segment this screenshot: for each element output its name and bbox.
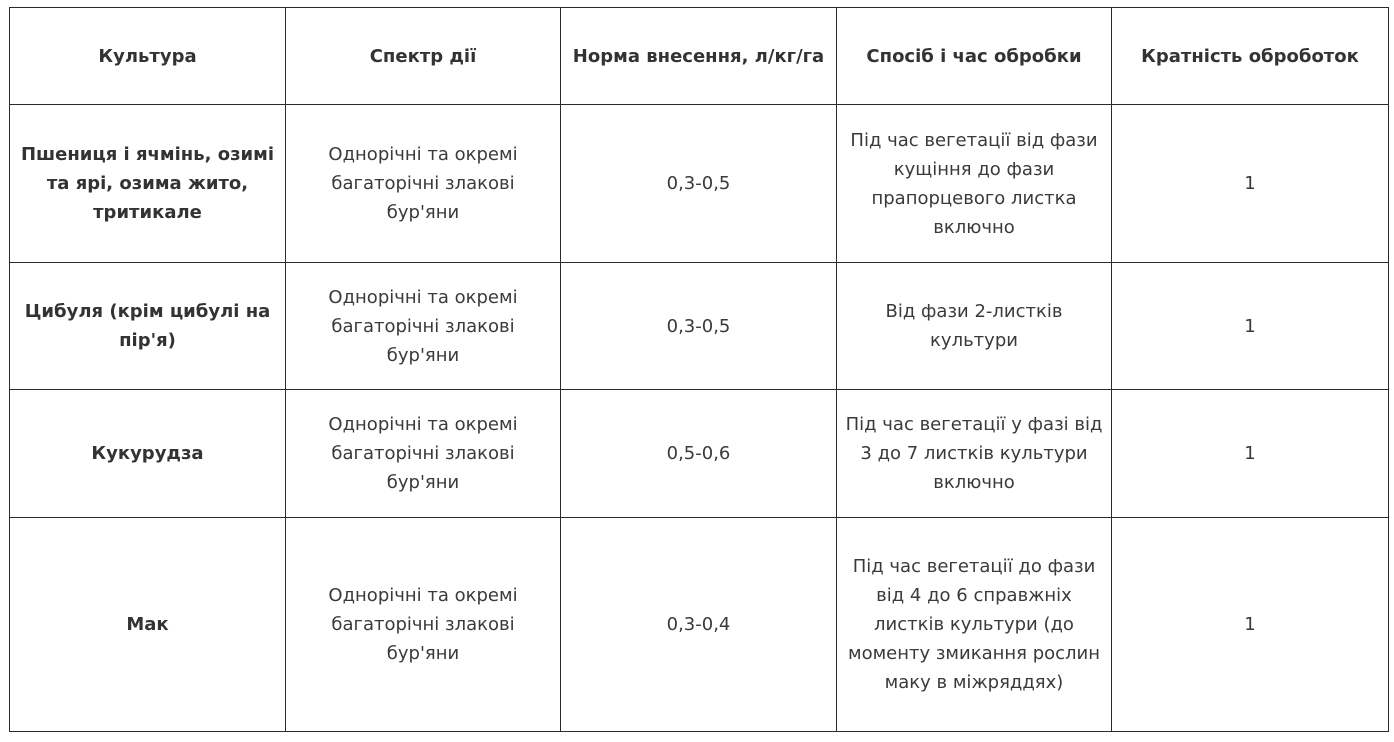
- table-row: [10, 390, 1389, 518]
- header-count: Кратність оброботок: [1112, 8, 1389, 105]
- cell-spectrum: Однорічні та окремі багаторічні злакові бур'яни: [286, 263, 561, 390]
- cell-method: Під час вегетації від фази кущіння до фази прапорцевого листка включно: [837, 105, 1112, 263]
- cell-crop: Мак: [10, 518, 286, 732]
- cell-crop: Кукурудза: [10, 390, 286, 518]
- cell-rate: 0,3-0,4: [561, 518, 837, 732]
- cell-count: 1: [1112, 518, 1389, 732]
- application-table-container: [9, 7, 1389, 732]
- cell-spectrum: Однорічні та окремі багаторічні злакові бур'яни: [286, 105, 561, 263]
- cell-rate: 0,3-0,5: [561, 105, 837, 263]
- table-header: [10, 8, 1389, 105]
- header-method: Спосіб і час обробки: [837, 8, 1112, 105]
- cell-method: Під час вегетації до фази від 4 до 6 справжніх листків культури (до моменту змикання рослин маку в міжряддях): [837, 518, 1112, 732]
- cell-crop: Пшениця і ячмінь, озимі та ярі, озима жито, тритикале: [10, 105, 286, 263]
- cell-method: Від фази 2-листків культури: [837, 263, 1112, 390]
- table-row: [10, 105, 1389, 263]
- header-row: [10, 8, 1389, 105]
- header-rate: Норма внесення, л/кг/га: [561, 8, 837, 105]
- table-body: [10, 105, 1389, 732]
- cell-spectrum: Однорічні та окремі багаторічні злакові бур'яни: [286, 390, 561, 518]
- table-row: [10, 263, 1389, 390]
- cell-rate: 0,5-0,6: [561, 390, 837, 518]
- table-row: [10, 518, 1389, 732]
- header-crop: Культура: [10, 8, 286, 105]
- cell-method: Під час вегетації у фазі від 3 до 7 листків культури включно: [837, 390, 1112, 518]
- header-spectrum: Спектр дії: [286, 8, 561, 105]
- cell-count: 1: [1112, 105, 1389, 263]
- cell-crop: Цибуля (крім цибулі на пір'я): [10, 263, 286, 390]
- cell-spectrum: Однорічні та окремі багаторічні злакові бур'яни: [286, 518, 561, 732]
- cell-count: 1: [1112, 390, 1389, 518]
- cell-count: 1: [1112, 263, 1389, 390]
- application-rates-table: [9, 7, 1389, 732]
- cell-rate: 0,3-0,5: [561, 263, 837, 390]
